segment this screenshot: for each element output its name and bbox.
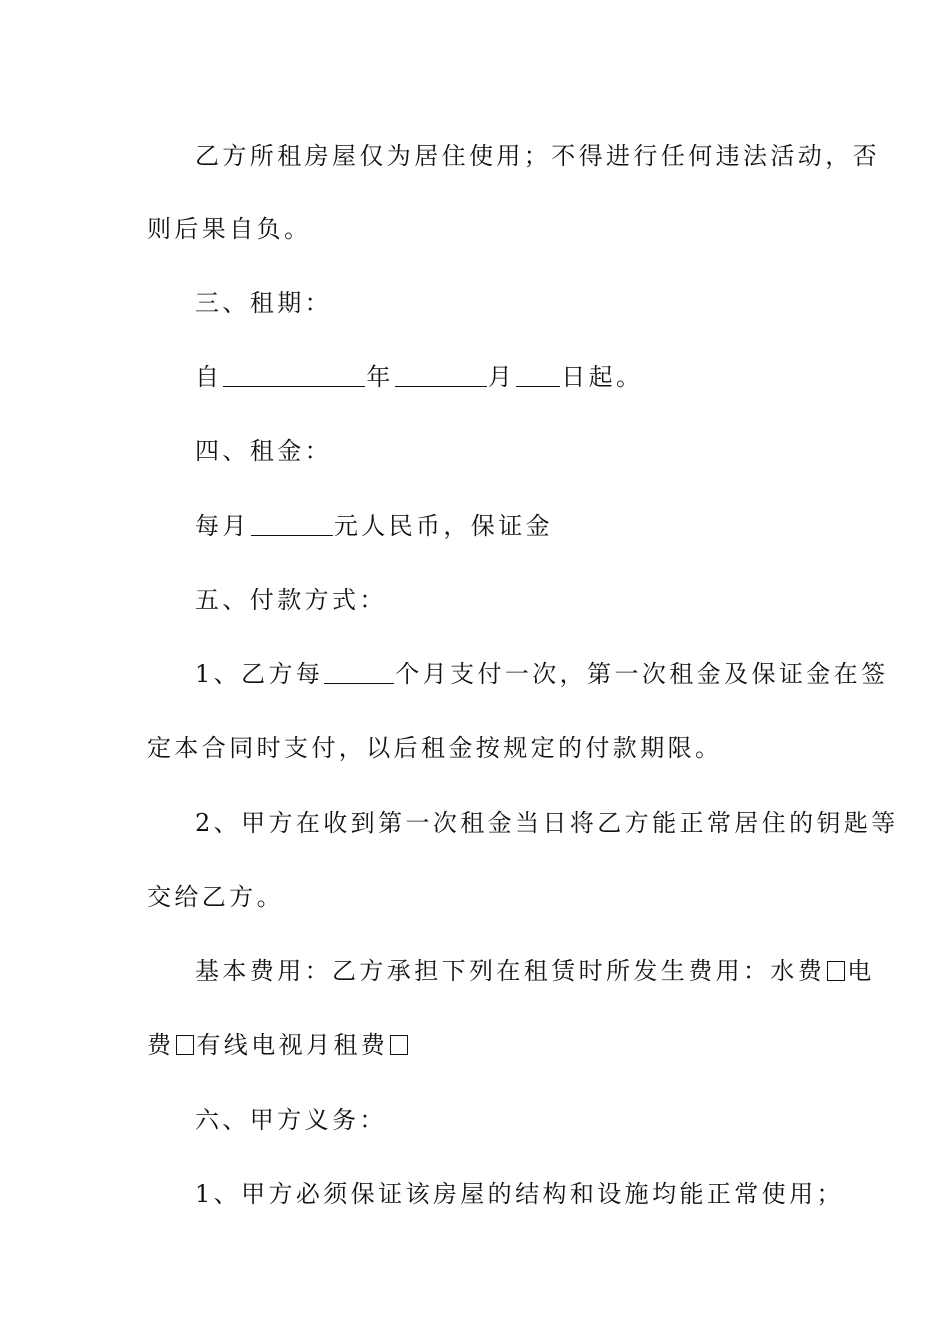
- heading-text: 五、付款方式：: [195, 586, 387, 614]
- payment-item-1-line-1: [195, 659, 889, 689]
- heading-payment: [195, 585, 875, 615]
- paragraph-usage-line-1: [195, 141, 880, 171]
- term-month-label: 月: [487, 363, 516, 391]
- fees-text-b: 有线电视月租费: [196, 1031, 389, 1059]
- paragraph-text: 2、甲方在收到第一次租金当日将乙方能正常居住的钥匙等: [195, 809, 899, 837]
- fees-line-2: [147, 1030, 827, 1060]
- payment-item-2-line-1: [195, 808, 899, 838]
- month-blank: [395, 364, 487, 387]
- electricity-fee-checkbox[interactable]: [176, 1035, 194, 1055]
- paragraph-text: 交给乙方。: [147, 883, 284, 911]
- payment-item-suffix: 个月支付一次，第一次租金及保证金在签: [395, 660, 889, 688]
- water-fee-checkbox[interactable]: [827, 961, 845, 981]
- term-prefix: 自: [195, 363, 223, 391]
- payment-item-prefix: 1、乙方每: [195, 660, 324, 688]
- day-blank: [516, 364, 560, 387]
- fees-suffix: 电: [847, 957, 875, 985]
- heading-text: 三、租期：: [195, 289, 332, 317]
- landlord-duty-1: [195, 1179, 875, 1209]
- heading-rent: [195, 436, 875, 466]
- heading-text: 四、租金：: [195, 437, 332, 465]
- fees-line-1: [195, 956, 875, 986]
- term-line: [195, 362, 875, 392]
- rent-line: [195, 511, 875, 541]
- year-blank: [223, 364, 365, 387]
- payment-item-2-line-2: [147, 882, 827, 912]
- term-day-label: 日起。: [561, 363, 644, 391]
- fees-prefix: 基本费用：乙方承担下列在租赁时所发生费用：水费: [195, 957, 826, 985]
- heading-term: [195, 288, 875, 318]
- paragraph-usage-line-2: [147, 214, 827, 244]
- paragraph-text: 乙方所租房屋仅为居住使用；不得进行任何违法活动，否: [195, 142, 880, 170]
- heading-landlord-duties: [195, 1105, 875, 1135]
- heading-text: 六、甲方义务：: [195, 1106, 387, 1134]
- paragraph-text: 则后果自负。: [147, 215, 312, 243]
- months-blank: [324, 661, 394, 684]
- fees-text-a: 费: [147, 1031, 175, 1059]
- paragraph-text: 1、甲方必须保证该房屋的结构和设施均能正常使用；: [195, 1180, 844, 1208]
- rent-amount-blank: [251, 513, 333, 536]
- cable-tv-fee-checkbox[interactable]: [390, 1035, 408, 1055]
- term-year-label: 年: [366, 363, 394, 391]
- rent-prefix: 每月: [195, 512, 250, 540]
- rent-suffix: 元人民币，保证金: [333, 512, 554, 540]
- payment-item-1-line-2: [147, 733, 827, 763]
- paragraph-text: 定本合同时支付，以后租金按规定的付款期限。: [147, 734, 723, 762]
